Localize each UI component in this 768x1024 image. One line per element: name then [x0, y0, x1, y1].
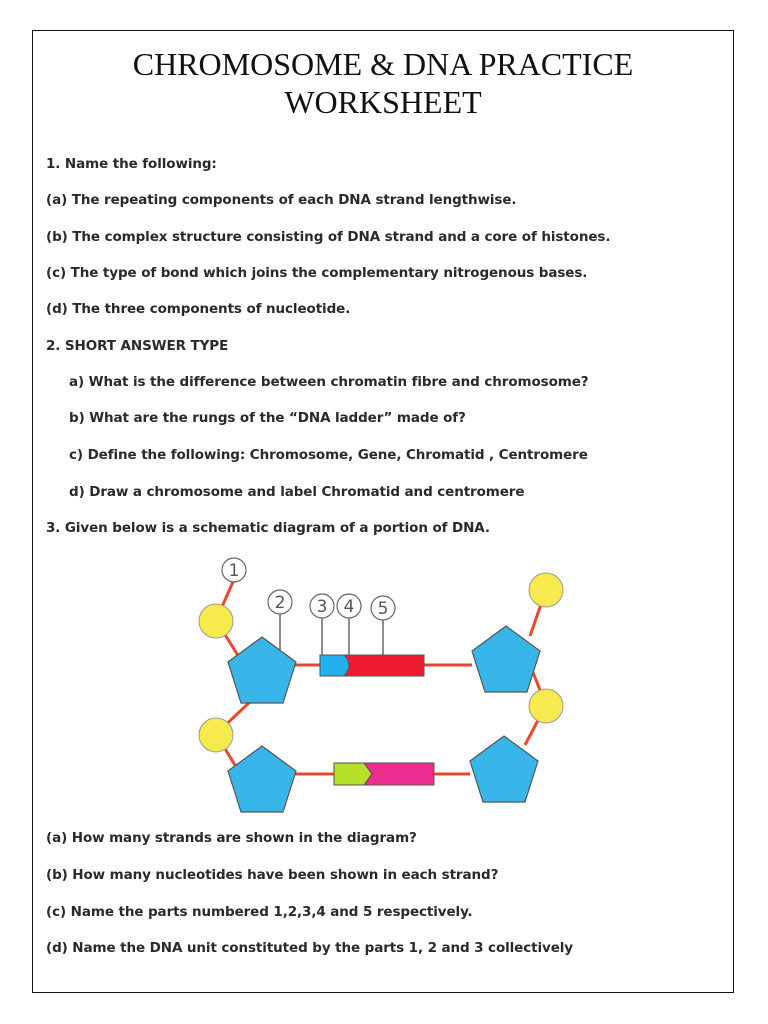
phosphate-circle — [199, 604, 233, 638]
title-line-1: CHROMOSOME & DNA PRACTICE — [132, 46, 634, 82]
base-red — [344, 655, 424, 676]
label-4: 4 — [343, 597, 355, 617]
section2-item-c: c) Define the following: Chromosome, Gene, Chromatid , Centromere — [69, 447, 588, 463]
sugar-pentagon — [228, 746, 296, 812]
section1-item-d: (d) The three components of nucleotide. — [46, 301, 351, 317]
section2-item-b: b) What are the rungs of the “DNA ladder” made of? — [69, 410, 466, 426]
section2-item-a: a) What is the difference between chromatin fibre and chromosome? — [69, 374, 589, 390]
label-2: 2 — [274, 593, 286, 613]
section2-heading: 2. SHORT ANSWER TYPE — [46, 338, 229, 354]
phosphate-circle — [199, 718, 233, 752]
worksheet-title — [32, 45, 734, 121]
label-1: 1 — [228, 561, 240, 581]
section1-item-a: (a) The repeating components of each DNA strand lengthwise. — [46, 192, 517, 208]
page-border — [32, 30, 734, 993]
dna-schematic-diagram — [190, 555, 575, 815]
section3-item-b: (b) How many nucleotides have been shown in each strand? — [46, 867, 499, 883]
label-5: 5 — [377, 599, 389, 619]
base-blue — [320, 655, 349, 676]
section3-item-d: (d) Name the DNA unit constituted by the parts 1, 2 and 3 collectively — [46, 940, 574, 956]
section1-item-b: (b) The complex structure consisting of DNA strand and a core of histones. — [46, 229, 611, 245]
section1-item-c: (c) The type of bond which joins the complementary nitrogenous bases. — [46, 265, 588, 281]
base-pink — [364, 763, 434, 785]
phosphate-circle — [529, 573, 563, 607]
label-3: 3 — [316, 597, 328, 617]
sugar-pentagon — [228, 637, 296, 703]
phosphate-circle — [529, 689, 563, 723]
section3-item-c: (c) Name the parts numbered 1,2,3,4 and 5 respectively. — [46, 904, 473, 920]
section3-item-a: (a) How many strands are shown in the diagram? — [46, 830, 417, 846]
section3-heading: 3. Given below is a schematic diagram of a portion of DNA. — [46, 520, 490, 536]
section1-heading: 1. Name the following: — [46, 156, 217, 172]
sugar-pentagon — [470, 736, 538, 802]
title-line-2: WORKSHEET — [284, 84, 482, 120]
section2-item-d: d) Draw a chromosome and label Chromatid and centromere — [69, 484, 525, 500]
